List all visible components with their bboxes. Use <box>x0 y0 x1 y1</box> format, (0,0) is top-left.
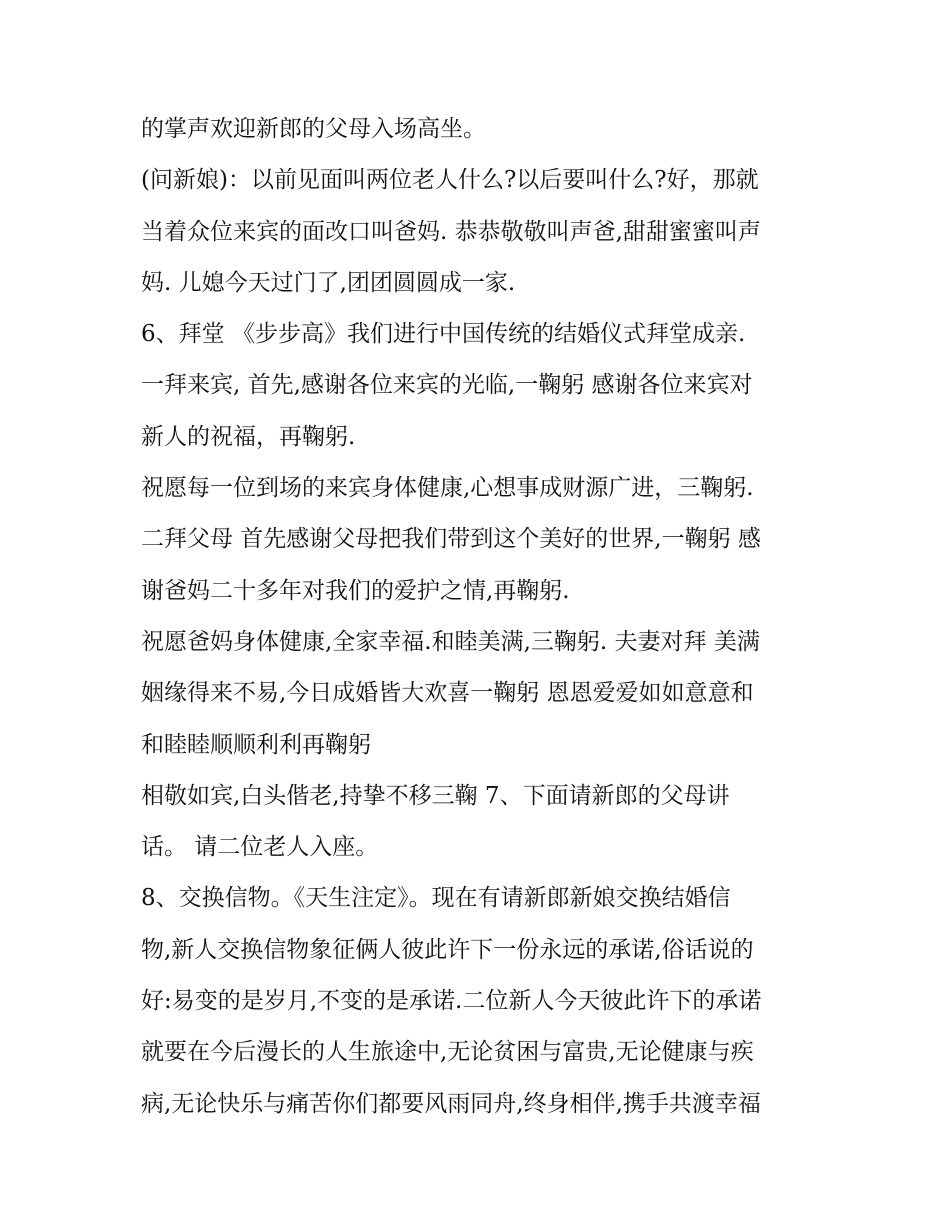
text-line: 好:易变的是岁月,不变的是承诺.二位新人今天彼此许下的承诺 <box>141 988 762 1015</box>
text-line: 祝愿爸妈身体健康,全家幸福.和睦美满,三鞠躬. 夫妻对拜 美满 <box>141 628 760 655</box>
text-line: 妈. 儿媳今天过门了,团团圆圆成一家. <box>141 269 516 296</box>
text-line: (问新娘)：以前见面叫两位老人什么?以后要叫什么?好，那就 <box>141 167 759 194</box>
text-line: 当着众位来宾的面改口叫爸妈. 恭恭敬敬叫声爸,甜甜蜜蜜叫声 <box>141 218 761 245</box>
text-line: 谢爸妈二十多年对我们的爱护之情,再鞠躬. <box>141 577 570 604</box>
text-line: 6、拜堂 《步步高》我们进行中国传统的结婚仪式拜堂成亲. <box>141 321 746 348</box>
text-line: 物,新人交换信物象征俩人彼此许下一份永远的承诺,俗话说的 <box>141 936 754 963</box>
text-line: 话。 请二位老人入座。 <box>141 834 379 861</box>
text-line: 的掌声欢迎新郎的父母入场高坐。 <box>141 116 486 142</box>
text-line: 病,无论快乐与痛苦你们都要风雨同舟,终身相伴,携手共渡幸福 <box>141 1090 761 1117</box>
text-line: 祝愿每一位到场的来宾身体健康,心想事成财源广进，三鞠躬. <box>141 475 754 502</box>
text-line: 新人的祝福，再鞠躬. <box>141 423 356 450</box>
text-line: 二拜父母 首先感谢父母把我们带到这个美好的世界,一鞠躬 感 <box>141 526 761 553</box>
text-line: 就要在今后漫长的人生旅途中,无论贫困与富贵,无论健康与疾 <box>141 1039 754 1066</box>
text-line: 8、交换信物。《天生注定》。现在有请新郎新娘交换结婚信 <box>141 885 731 912</box>
text-line: 一拜来宾, 首先,感谢各位来宾的光临,一鞠躬 感谢各位来宾对 <box>141 372 753 399</box>
text-line: 相敬如宾,白头偕老,持挚不移三鞠 7、下面请新郎的父母讲 <box>141 782 730 809</box>
text-line: 和睦睦顺顺利利再鞠躬 <box>141 731 371 758</box>
text-line: 姻缘得来不易,今日成婚皆大欢喜一鞠躬 恩恩爱爱如如意意和 <box>141 680 754 707</box>
document-body <box>141 104 821 1130</box>
